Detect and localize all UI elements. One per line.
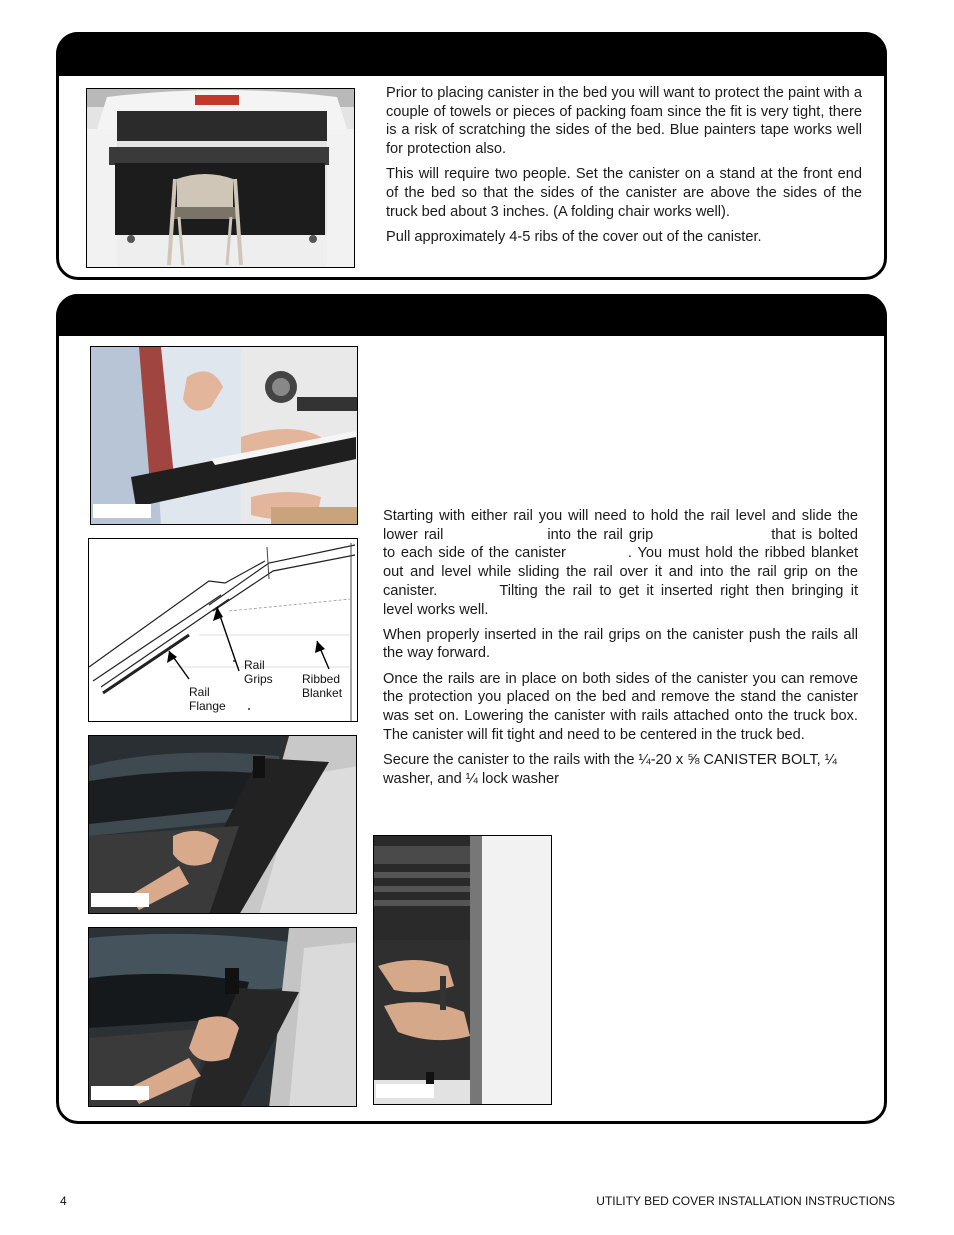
section-1-paragraph-3: Pull approximately 4-5 ribs of the cover out of the canister.	[386, 228, 762, 245]
inserting-rail-photo	[88, 735, 357, 914]
rail-level-photo	[88, 927, 357, 1107]
section-2-paragraph-3: Once the rails are in place on both sides of the canister you can remove the protection you placed on the bed and remove the stand the canister was set on. Lowering the canister with rails attached onto the truck box. The canister will fit tight and need to be centered in the truck bed.	[383, 670, 858, 743]
section-2-text	[383, 507, 858, 795]
canister-bolt-image	[374, 836, 552, 1105]
rail-grips-label	[244, 658, 273, 686]
ribbed-blanket-label-line-2: Blanket	[302, 686, 343, 700]
rail-step-text-4: . You must hold the ribbed blanket out and level while sliding the rail over it and into the rail grip on the canister.	[383, 545, 858, 599]
canister-on-chair-photo	[86, 88, 355, 268]
section-1-paragraph-2: This will require two people. Set the canister on a stand at the front end of the bed so that the sides of the canister are above the sides of the truck bed about 3 inches. (A folding chair works well).	[386, 166, 862, 220]
section-1-header-bar	[56, 32, 887, 76]
rail-flange-label-line-2: Flange	[189, 699, 226, 713]
section-1-paragraph-1: Prior to placing canister in the bed you will want to protect the paint with a couple of towels or pieces of packing foam since the fit is very tight, there is a risk of scratching the sides of the bed. Blue painters tape works well for protection also.	[386, 85, 862, 158]
rail-grips-label-line-2: Grips	[244, 672, 273, 686]
rail-step-text-5: Tilting the rail to get it inserted right then bringing it level works well.	[383, 582, 858, 618]
ribbed-blanket-label	[302, 672, 342, 700]
photo-label-mask	[376, 1084, 434, 1098]
footer-title: UTILITY BED COVER INSTALLATION INSTRUCTIONS	[596, 1194, 895, 1208]
photo-label-mask	[93, 504, 151, 518]
rail-grips-label-line-1: Rail	[244, 658, 265, 672]
rail-flange-label	[189, 685, 226, 713]
section-2-paragraph-2: When properly inserted in the rail grips on the canister push the rails all the way forward.	[383, 626, 858, 662]
rail-step-text-3: that is bolted to each side of the canister	[383, 526, 858, 562]
rail-step-text-2: into the rail grip	[547, 526, 654, 543]
page-number: 4	[60, 1194, 67, 1208]
photo-label-mask	[91, 893, 149, 907]
rail-level-image	[89, 928, 357, 1107]
canister-bolt-photo	[373, 835, 552, 1105]
holding-rail-image	[91, 347, 358, 525]
holding-rail-photo	[90, 346, 358, 525]
section-2-paragraph-4: Secure the canister to the rails with the ¼-20 x ⅝ CANISTER BOLT, ¼ washer, and ¼ lock washer	[383, 751, 837, 787]
section-2-paragraph-1	[383, 507, 858, 619]
canister-on-chair-image	[87, 89, 355, 268]
rail-flange-label-line-1: Rail	[189, 685, 210, 699]
section-2-header-bar	[56, 294, 887, 336]
inserting-rail-image	[89, 736, 357, 914]
section-1-text	[386, 84, 862, 253]
ribbed-blanket-label-line-1: Ribbed	[302, 672, 341, 686]
photo-label-mask	[91, 1086, 149, 1100]
rail-step-text-1: Starting with either rail you will need to hold the rail level and slide the lower rail	[383, 508, 858, 543]
